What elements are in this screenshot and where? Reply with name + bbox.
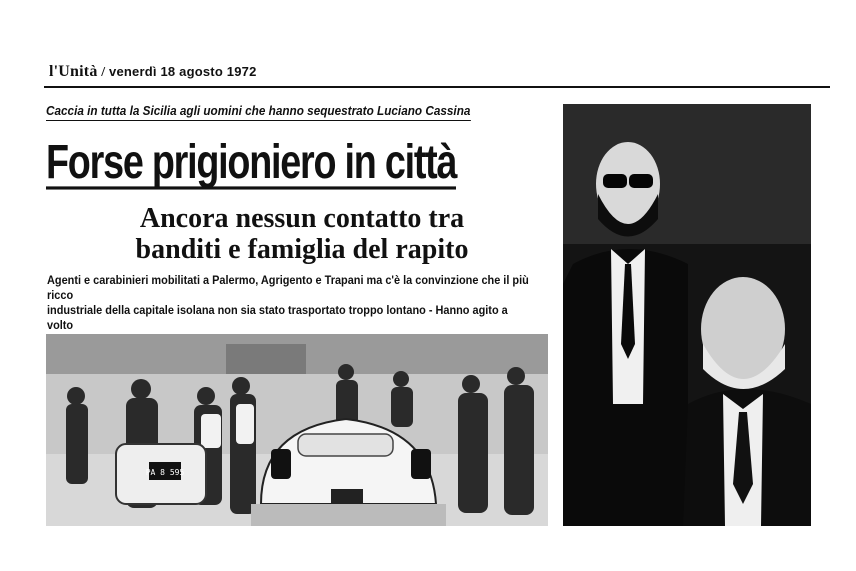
masthead-separator: / <box>101 65 106 80</box>
left-license-plate: PA 8 595 <box>145 468 185 477</box>
summary-line-2: industriale della capitale isolana non sia stato trasportato troppo lontano - Hanno agito a volto <box>47 305 508 332</box>
masthead <box>49 63 257 81</box>
newspaper-name: l'Unità <box>49 63 98 80</box>
issue-date: venerdì 18 agosto 1972 <box>109 64 257 79</box>
street-scene-illustration <box>46 334 548 526</box>
article-kicker: Caccia in tutta la Sicilia agli uomini che hanno sequestrato Luciano Cassina <box>46 104 470 121</box>
subhead-line-2: banditi e famiglia del rapito <box>135 234 469 265</box>
summary-line-1: Agenti e carabinieri mobilitati a Palermo, Agrigento e Trapani ma c'è la convinzione che il più ricco <box>47 275 529 302</box>
street-scene-photo <box>46 334 548 526</box>
portrait-illustration <box>563 104 811 526</box>
article-headline: Forse prigioniero in città <box>46 133 457 189</box>
subhead-line-1: Ancora nessun contatto tra <box>139 203 465 234</box>
portrait-photo <box>563 104 811 526</box>
masthead-rule <box>44 86 830 88</box>
article-subhead <box>52 203 552 265</box>
